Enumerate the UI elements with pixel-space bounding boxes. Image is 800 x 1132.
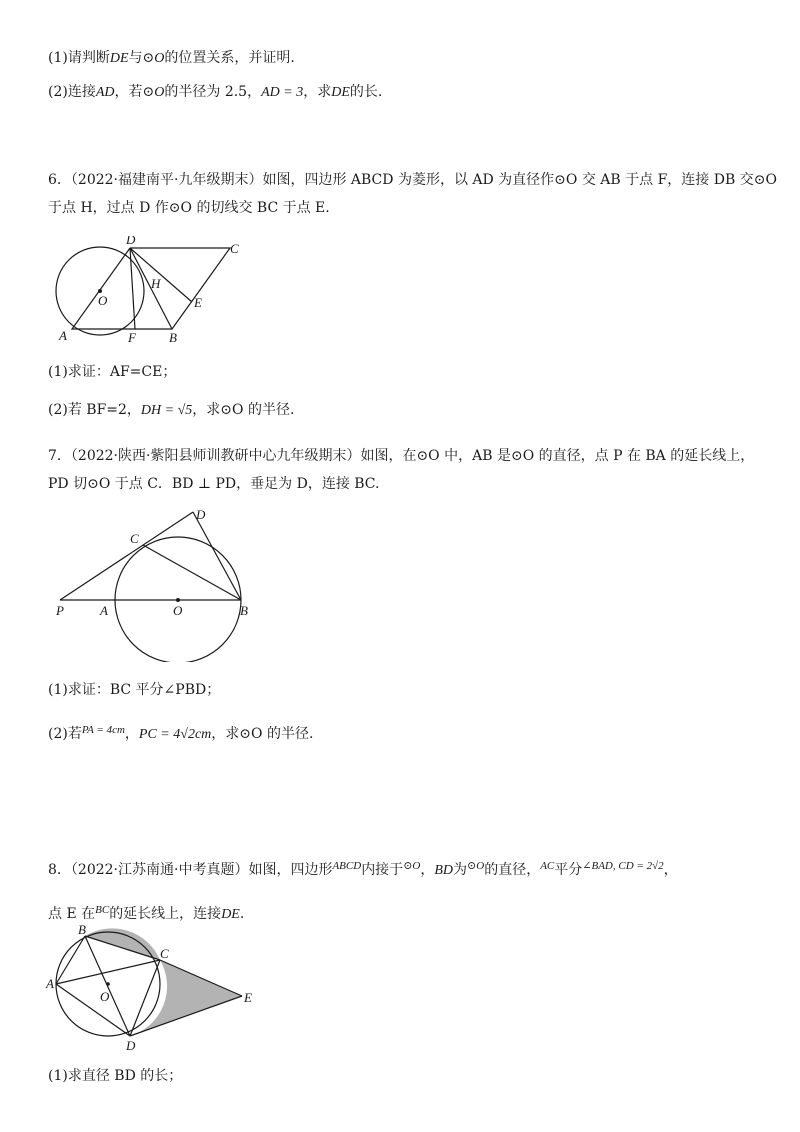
q7-stem-line2: PD 切⊙O 于点 C．BD ⊥ PD，垂足为 D，连接 BC. [48, 476, 380, 492]
q6-tangent-de [130, 248, 192, 302]
q8-seg-ac [56, 960, 160, 984]
q7-label-c: C [130, 531, 139, 546]
q8-label-o: O [100, 989, 110, 1004]
q6-label-c: C [230, 241, 239, 256]
q6-stem-line2: 于点 H，过点 D 作⊙O 的切线交 BC 于点 E. [48, 200, 330, 216]
q8-stem-line1: 8．（2022·江苏南通·中考真题）如图，四边形$^{ABCD}$内接于$^{⊙O}$，BD为$^{⊙O}$的直径，$^{AC}$平分$^{\angle BAD, CD = 2√2}$， [48, 860, 678, 878]
q6-stem-line1: 6．（2022·福建南平·九年级期末）如图，四边形 ABCD 为菱形，以 AD 为直径作⊙O 交 AB 于点 F，连接 DB 交⊙O [48, 172, 777, 188]
q6-part2: (2)若 BF=2，DH = √5，求⊙O 的半径. [48, 402, 295, 418]
q8-seg-bd [85, 936, 130, 1036]
q7-stem-line1: 7．（2022·陕西·紫阳县师训教研中心九年级期末）如图，在⊙O 中，AB 是⊙O 的直径，点 P 在 BA 的延长线上， [48, 448, 755, 464]
q8-label-a: A [46, 976, 54, 991]
q6-part1: (1)求证：AF=CE； [48, 364, 177, 380]
q7-center-dot [176, 598, 180, 602]
q6-label-o: O [98, 293, 108, 308]
q8-part1: (1)求直径 BD 的长； [48, 1068, 183, 1084]
q8-label-b: B [78, 924, 86, 937]
q6-label-h: H [151, 276, 161, 291]
q8-label-d: D [126, 1038, 136, 1053]
q6-label-a: A [59, 328, 67, 343]
q8-seg-ab [56, 936, 85, 984]
q8-figure [44, 924, 260, 1054]
q5-part2: (2)连接AD，若⊙O的半径为 2.5，AD = 3，求DE的长. [48, 84, 383, 100]
q7-label-a: A [100, 603, 108, 618]
q7-label-d: D [196, 507, 206, 522]
q8-stem-line2: 点 E 在$^{BC}$的延长线上，连接DE. [48, 904, 245, 922]
q6-label-d: D [126, 236, 136, 247]
q6-label-f: F [128, 330, 136, 345]
q8-label-c: C [160, 946, 169, 961]
q7-part1: (1)求证：BC 平分∠PBD； [48, 682, 221, 698]
q8-center-dot [106, 982, 110, 986]
q7-label-o: O [173, 603, 183, 618]
q7-figure [48, 502, 258, 662]
q8-label-e: E [244, 990, 252, 1005]
q6-figure [40, 236, 260, 346]
q6-label-e: E [194, 295, 202, 310]
q5-part1: (1)请判断DE与⊙O的位置关系，并证明. [48, 50, 295, 66]
q7-part2: (2)若$^{PA = 4cm}$，PC = 4√2cm，求⊙O 的半径. [48, 724, 314, 742]
q6-segment-df [130, 248, 135, 329]
q6-label-b: B [169, 330, 177, 345]
q7-label-p: P [56, 603, 64, 618]
q7-line-pd [60, 512, 193, 600]
q7-label-b: B [240, 603, 248, 618]
